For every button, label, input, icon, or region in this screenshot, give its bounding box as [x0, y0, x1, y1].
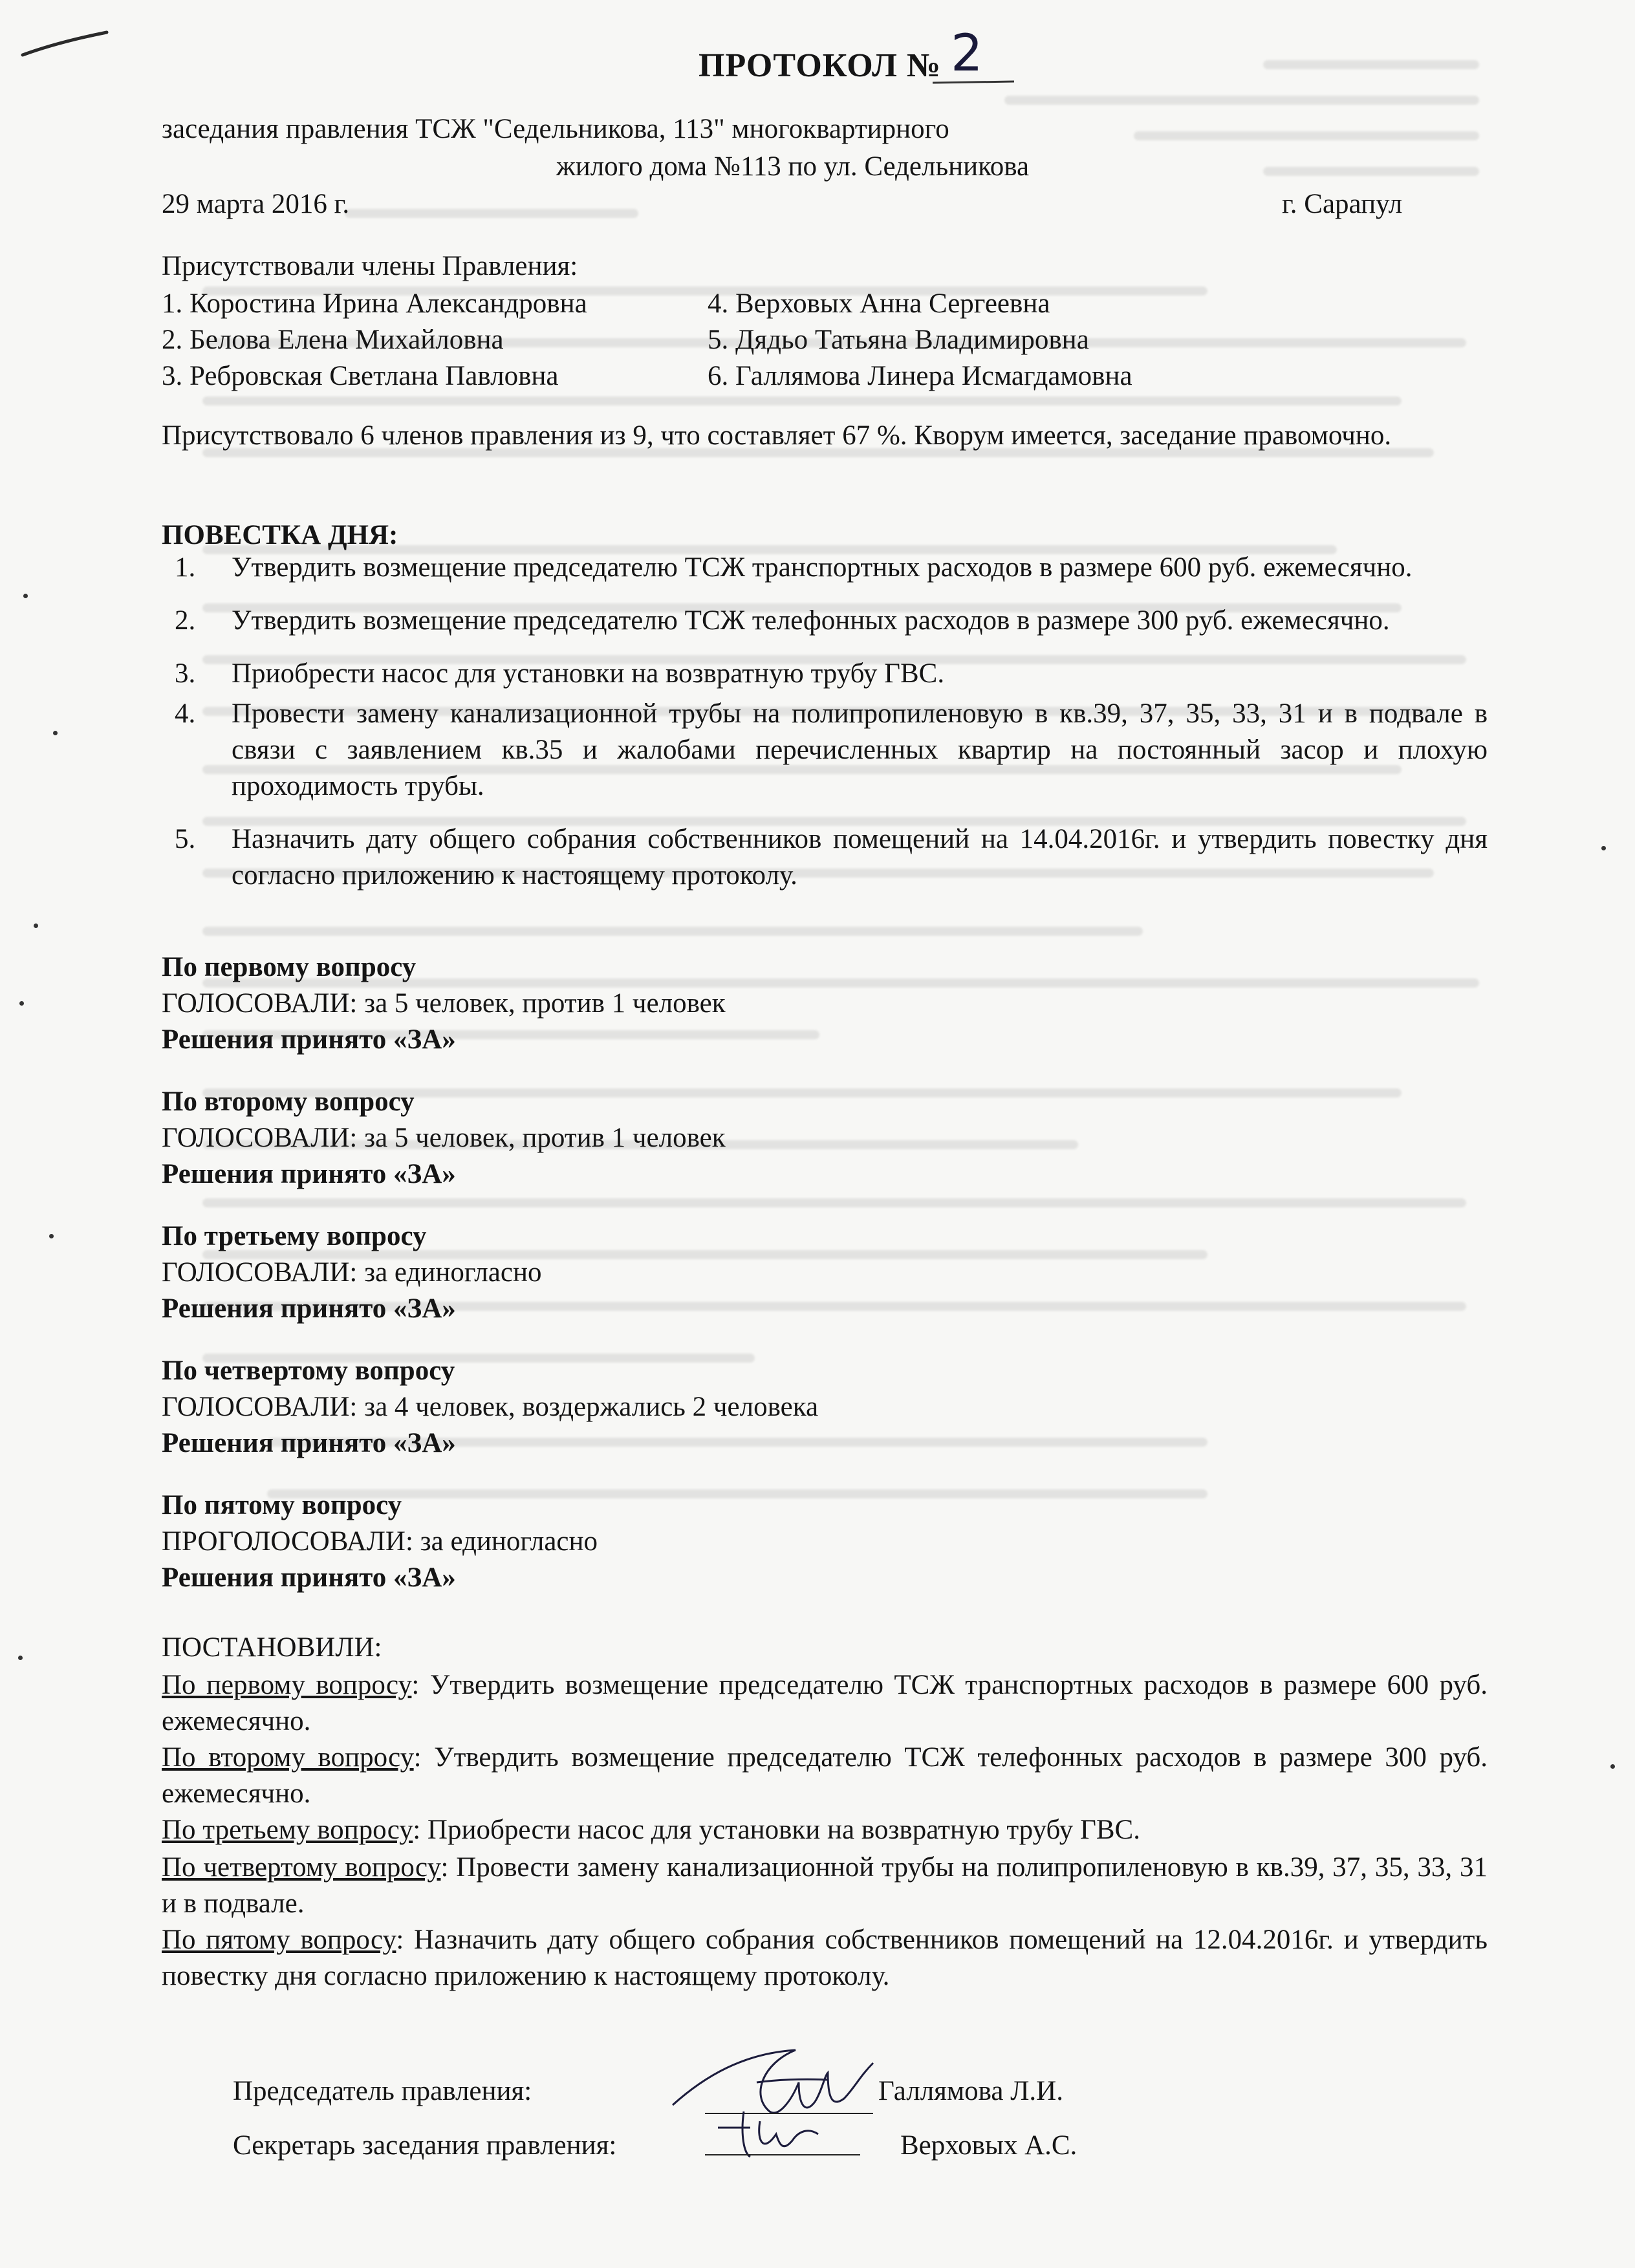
secretary-name: Верховых А.С.	[900, 2130, 1077, 2161]
resolution-label: По третьему вопросу	[162, 1815, 413, 1845]
resolution-text: : Приобрести насос для установки на возвратную трубу ГВС.	[413, 1815, 1140, 1845]
member-4: 4. Верховых Анна Сергеевна	[708, 288, 1050, 319]
vote-2-heading: По второму вопросу	[162, 1086, 415, 1117]
resolution-4	[162, 1850, 1488, 1922]
member-3: 3. Ребровская Светлана Павловна	[162, 361, 559, 391]
protocol-title-text: ПРОТОКОЛ №	[698, 47, 942, 84]
resolutions-heading: ПОСТАНОВИЛИ:	[162, 1632, 382, 1663]
vote-2-result: Решения принято «ЗА»	[162, 1159, 456, 1189]
agenda-item-text: Приобрести насос для установки на возвратную трубу ГВС.	[232, 658, 945, 689]
resolution-label: По пятому вопросу	[162, 1925, 396, 1955]
secretary-label: Секретарь заседания правления:	[233, 2130, 617, 2161]
vote-1-count: ГОЛОСОВАЛИ: за 5 человек, против 1 человек	[162, 988, 726, 1019]
resolution-1	[162, 1667, 1488, 1740]
resolution-label: По второму вопросу	[162, 1742, 414, 1773]
resolution-2	[162, 1740, 1488, 1812]
member-2: 2. Белова Елена Михайловна	[162, 325, 504, 355]
resolution-3	[162, 1812, 1488, 1848]
scan-speck	[19, 1001, 24, 1006]
agenda-list	[162, 550, 1488, 894]
chair-name: Галлямова Л.И.	[878, 2076, 1063, 2106]
attendance-heading: Присутствовали члены Правления:	[162, 251, 578, 281]
protocol-number-handwritten: 2	[951, 25, 983, 83]
resolution-text: : Утвердить возмещение председателю ТСЖ телефонных расходов в размере 300 руб. ежемесячно.	[162, 1742, 1488, 1809]
vote-3-result: Решения принято «ЗА»	[162, 1293, 456, 1324]
scan-speck	[18, 1656, 23, 1660]
scan-speck	[23, 594, 28, 598]
agenda-item-2	[162, 603, 1488, 639]
vote-2-count: ГОЛОСОВАЛИ: за 5 человек, против 1 человек	[162, 1123, 726, 1153]
scan-speck	[53, 731, 58, 735]
secretary-signature	[705, 2095, 860, 2166]
agenda-item-3	[162, 656, 1488, 692]
member-6: 6. Галлямова Линера Исмагдамовна	[708, 361, 1132, 391]
agenda-heading: ПОВЕСТКА ДНЯ:	[162, 520, 398, 550]
meeting-city: г. Сарапул	[1282, 189, 1403, 219]
vote-3-count: ГОЛОСОВАЛИ: за единогласно	[162, 1257, 542, 1288]
protocol-title	[698, 47, 941, 85]
member-5: 5. Дядьо Татьяна Владимировна	[708, 325, 1089, 355]
scan-speck	[1610, 1764, 1615, 1769]
scan-speck	[49, 1234, 54, 1238]
vote-1-result: Решения принято «ЗА»	[162, 1024, 456, 1055]
vote-5-result: Решения принято «ЗА»	[162, 1562, 456, 1593]
scan-speck	[34, 923, 38, 928]
agenda-item-number: 1.	[175, 552, 196, 583]
resolution-5	[162, 1922, 1488, 1994]
resolution-text: : Утвердить возмещение председателю ТСЖ транспортных расходов в размере 600 руб. ежемесячно.	[162, 1670, 1488, 1736]
meeting-date: 29 марта 2016 г.	[162, 189, 350, 219]
agenda-item-4	[162, 696, 1488, 805]
resolution-label: По четвертому вопросу	[162, 1852, 441, 1883]
agenda-item-5	[162, 821, 1488, 894]
vote-4-heading: По четвертому вопросу	[162, 1355, 455, 1386]
pen-stroke-mark	[19, 26, 110, 71]
vote-5-heading: По пятому вопросу	[162, 1490, 402, 1520]
resolution-text: : Назначить дату общего собрания собственников помещений на 12.04.2016г. и утвердить повестку дня согласно приложению к настоящему протоколу.	[162, 1925, 1488, 1991]
quorum-statement: Присутствовало 6 членов правления из 9, что составляет 67 %. Кворум имеется, заседание правомочно.	[162, 420, 1392, 451]
agenda-item-number: 4.	[175, 698, 196, 729]
resolution-label: По первому вопросу	[162, 1670, 412, 1700]
agenda-item-text: Утвердить возмещение председателю ТСЖ телефонных расходов в размере 300 руб. ежемесячно.	[232, 605, 1390, 636]
chair-label: Председатель правления:	[233, 2076, 532, 2106]
agenda-item-number: 5.	[175, 824, 196, 854]
resolution-text: : Провести замену канализационной трубы на полипропиленовую в кв.39, 37, 35, 33, 31 и в подвале.	[162, 1852, 1488, 1919]
number-underline	[931, 76, 1015, 89]
member-1: 1. Коростина Ирина Александровна	[162, 288, 587, 319]
vote-5-count: ПРОГОЛОСОВАЛИ: за единогласно	[162, 1526, 598, 1557]
agenda-item-text: Назначить дату общего собрания собственников помещений на 14.04.2016г. и утвердить повестку дня согласно приложению к настоящему протоколу.	[232, 824, 1488, 891]
agenda-item-text: Утвердить возмещение председателю ТСЖ транспортных расходов в размере 600 руб. ежемесячно.	[232, 552, 1413, 583]
subtitle-line-2: жилого дома №113 по ул. Седельникова	[556, 151, 1030, 182]
vote-3-heading: По третьему вопросу	[162, 1221, 427, 1251]
subtitle-line-1: заседания правления ТСЖ "Седельникова, 113" многоквартирного	[162, 114, 949, 144]
agenda-item-text: Провести замену канализационной трубы на полипропиленовую в кв.39, 37, 35, 33, 31 и в подвале в связи с заявлением кв.35 и жалобами перечисленных квартир на постоянный засор и плохую проходимость трубы.	[232, 698, 1488, 801]
agenda-item-number: 3.	[175, 658, 196, 689]
vote-4-count: ГОЛОСОВАЛИ: за 4 человек, воздержались 2 человека	[162, 1392, 819, 1422]
agenda-item-1	[162, 550, 1488, 586]
agenda-item-number: 2.	[175, 605, 196, 636]
vote-4-result: Решения принято «ЗА»	[162, 1428, 456, 1458]
vote-1-heading: По первому вопросу	[162, 952, 417, 982]
scan-speck	[1601, 846, 1606, 850]
